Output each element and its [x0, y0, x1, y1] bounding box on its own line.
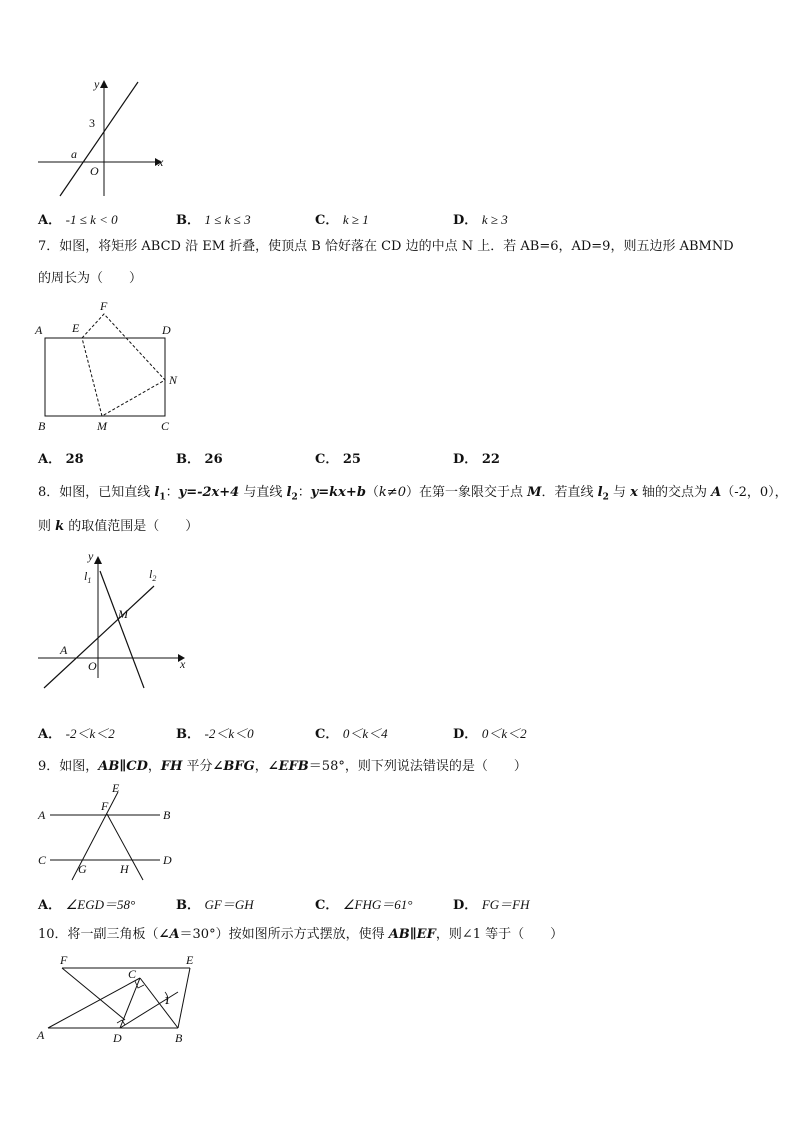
q7-option-c[interactable]: C． 25	[315, 452, 361, 467]
m-label: M	[118, 607, 128, 621]
q6-option-b[interactable]: B． 1 ≤ k ≤ 3	[176, 212, 251, 228]
origin-label: O	[88, 659, 97, 673]
label-d: D	[163, 853, 172, 867]
label-b: B	[175, 1031, 183, 1045]
label-1: 1	[164, 993, 170, 1007]
line-eb	[178, 968, 190, 1028]
line-l2	[44, 586, 154, 688]
line-cb	[140, 978, 178, 1028]
q7-line1: 7．如图，将矩形 ABCD 沿 EM 折叠，使顶点 B 恰好落在 CD 边的中点 N 上．若 AB=6，AD=9，则五边形 ABMND	[38, 239, 734, 254]
q7-option-a[interactable]: A． 28	[38, 452, 84, 467]
y-label: y	[94, 77, 100, 91]
l1-label: $l_1$	[84, 569, 92, 585]
label-n: N	[169, 373, 178, 387]
label-c: C	[38, 853, 47, 867]
a-label: A	[60, 643, 68, 657]
q10-figure	[30, 948, 210, 1053]
label-g: G	[78, 862, 87, 876]
label-a: A	[35, 323, 43, 337]
q6-option-d[interactable]: D． k ≥ 3	[453, 212, 508, 228]
label-c: C	[128, 967, 137, 981]
label-m: M	[97, 419, 107, 433]
label-a: A	[38, 808, 46, 822]
origin-label: O	[90, 164, 99, 178]
label-c: C	[161, 419, 170, 433]
q8-option-c[interactable]: C． 0＜k＜4	[315, 726, 388, 742]
q6-figure	[30, 72, 180, 202]
q9-option-d[interactable]: D． FG＝FH	[453, 897, 530, 913]
q8-line2: 则 k 的取值范围是（ ）	[38, 519, 199, 534]
q7-figure	[30, 298, 190, 438]
label-e: E	[186, 953, 194, 967]
q8-option-a[interactable]: A． -2＜k＜2	[38, 726, 115, 742]
q7-line2: 的周长为（ ）	[38, 271, 143, 286]
label-f: F	[60, 953, 68, 967]
label-b: B	[38, 419, 46, 433]
q9-figure	[30, 780, 190, 890]
q7-option-b[interactable]: B． 26	[176, 452, 223, 467]
graph-line	[60, 82, 138, 196]
a-label: a	[71, 147, 77, 161]
x-label: x	[158, 155, 164, 169]
x-label: x	[180, 657, 186, 671]
label-e: E	[112, 781, 120, 795]
fold-lines	[82, 314, 165, 416]
label-d: D	[113, 1031, 122, 1045]
q9-option-a[interactable]: A． ∠EGD＝58°	[38, 897, 136, 913]
q7-option-d[interactable]: D． 22	[453, 452, 500, 467]
label-d: D	[162, 323, 171, 337]
q6-option-a[interactable]: A． -1 ≤ k < 0	[38, 212, 118, 228]
y-axis-arrow-icon	[100, 80, 108, 88]
label-b: B	[163, 808, 171, 822]
q10-line1: 10．将一副三角板（∠A＝30°）按如图所示方式摆放，使得 AB∥EF，则∠1 等于（ ）	[38, 927, 564, 942]
line-fb	[62, 968, 125, 1020]
label-h: H	[120, 862, 129, 876]
l2-label: $l_2$	[149, 567, 157, 583]
q9-option-c[interactable]: C． ∠FHG＝61°	[315, 897, 413, 913]
line-ac	[48, 978, 140, 1028]
y-label: y	[88, 549, 94, 563]
q8-option-d[interactable]: D． 0＜k＜2	[453, 726, 527, 742]
rectangle-abcd	[45, 338, 165, 416]
q6-option-c[interactable]: C． k ≥ 1	[315, 212, 369, 228]
q9-option-b[interactable]: B． GF＝GH	[176, 897, 254, 913]
label-f: F	[100, 299, 108, 313]
y-axis-arrow-icon	[94, 556, 102, 564]
q8-option-b[interactable]: B． -2＜k＜0	[176, 726, 254, 742]
q8-line1: 8．如图，已知直线 $l_1$：y=-2x+4 与直线 $l_2$：y=kx+b（k≠0）在第一象限交于点 M．若直线 $l_2$ 与 x 轴的交点为 A（-2，0），	[38, 485, 788, 503]
intercept-label: 3	[89, 116, 95, 130]
label-a: A	[37, 1028, 45, 1042]
q9-line1: 9．如图，AB∥CD，FH 平分∠BFG，∠EFB＝58°，则下列说法错误的是（ ）	[38, 759, 527, 774]
label-e: E	[72, 321, 80, 335]
q8-figure	[30, 546, 200, 696]
label-f: F	[101, 799, 109, 813]
